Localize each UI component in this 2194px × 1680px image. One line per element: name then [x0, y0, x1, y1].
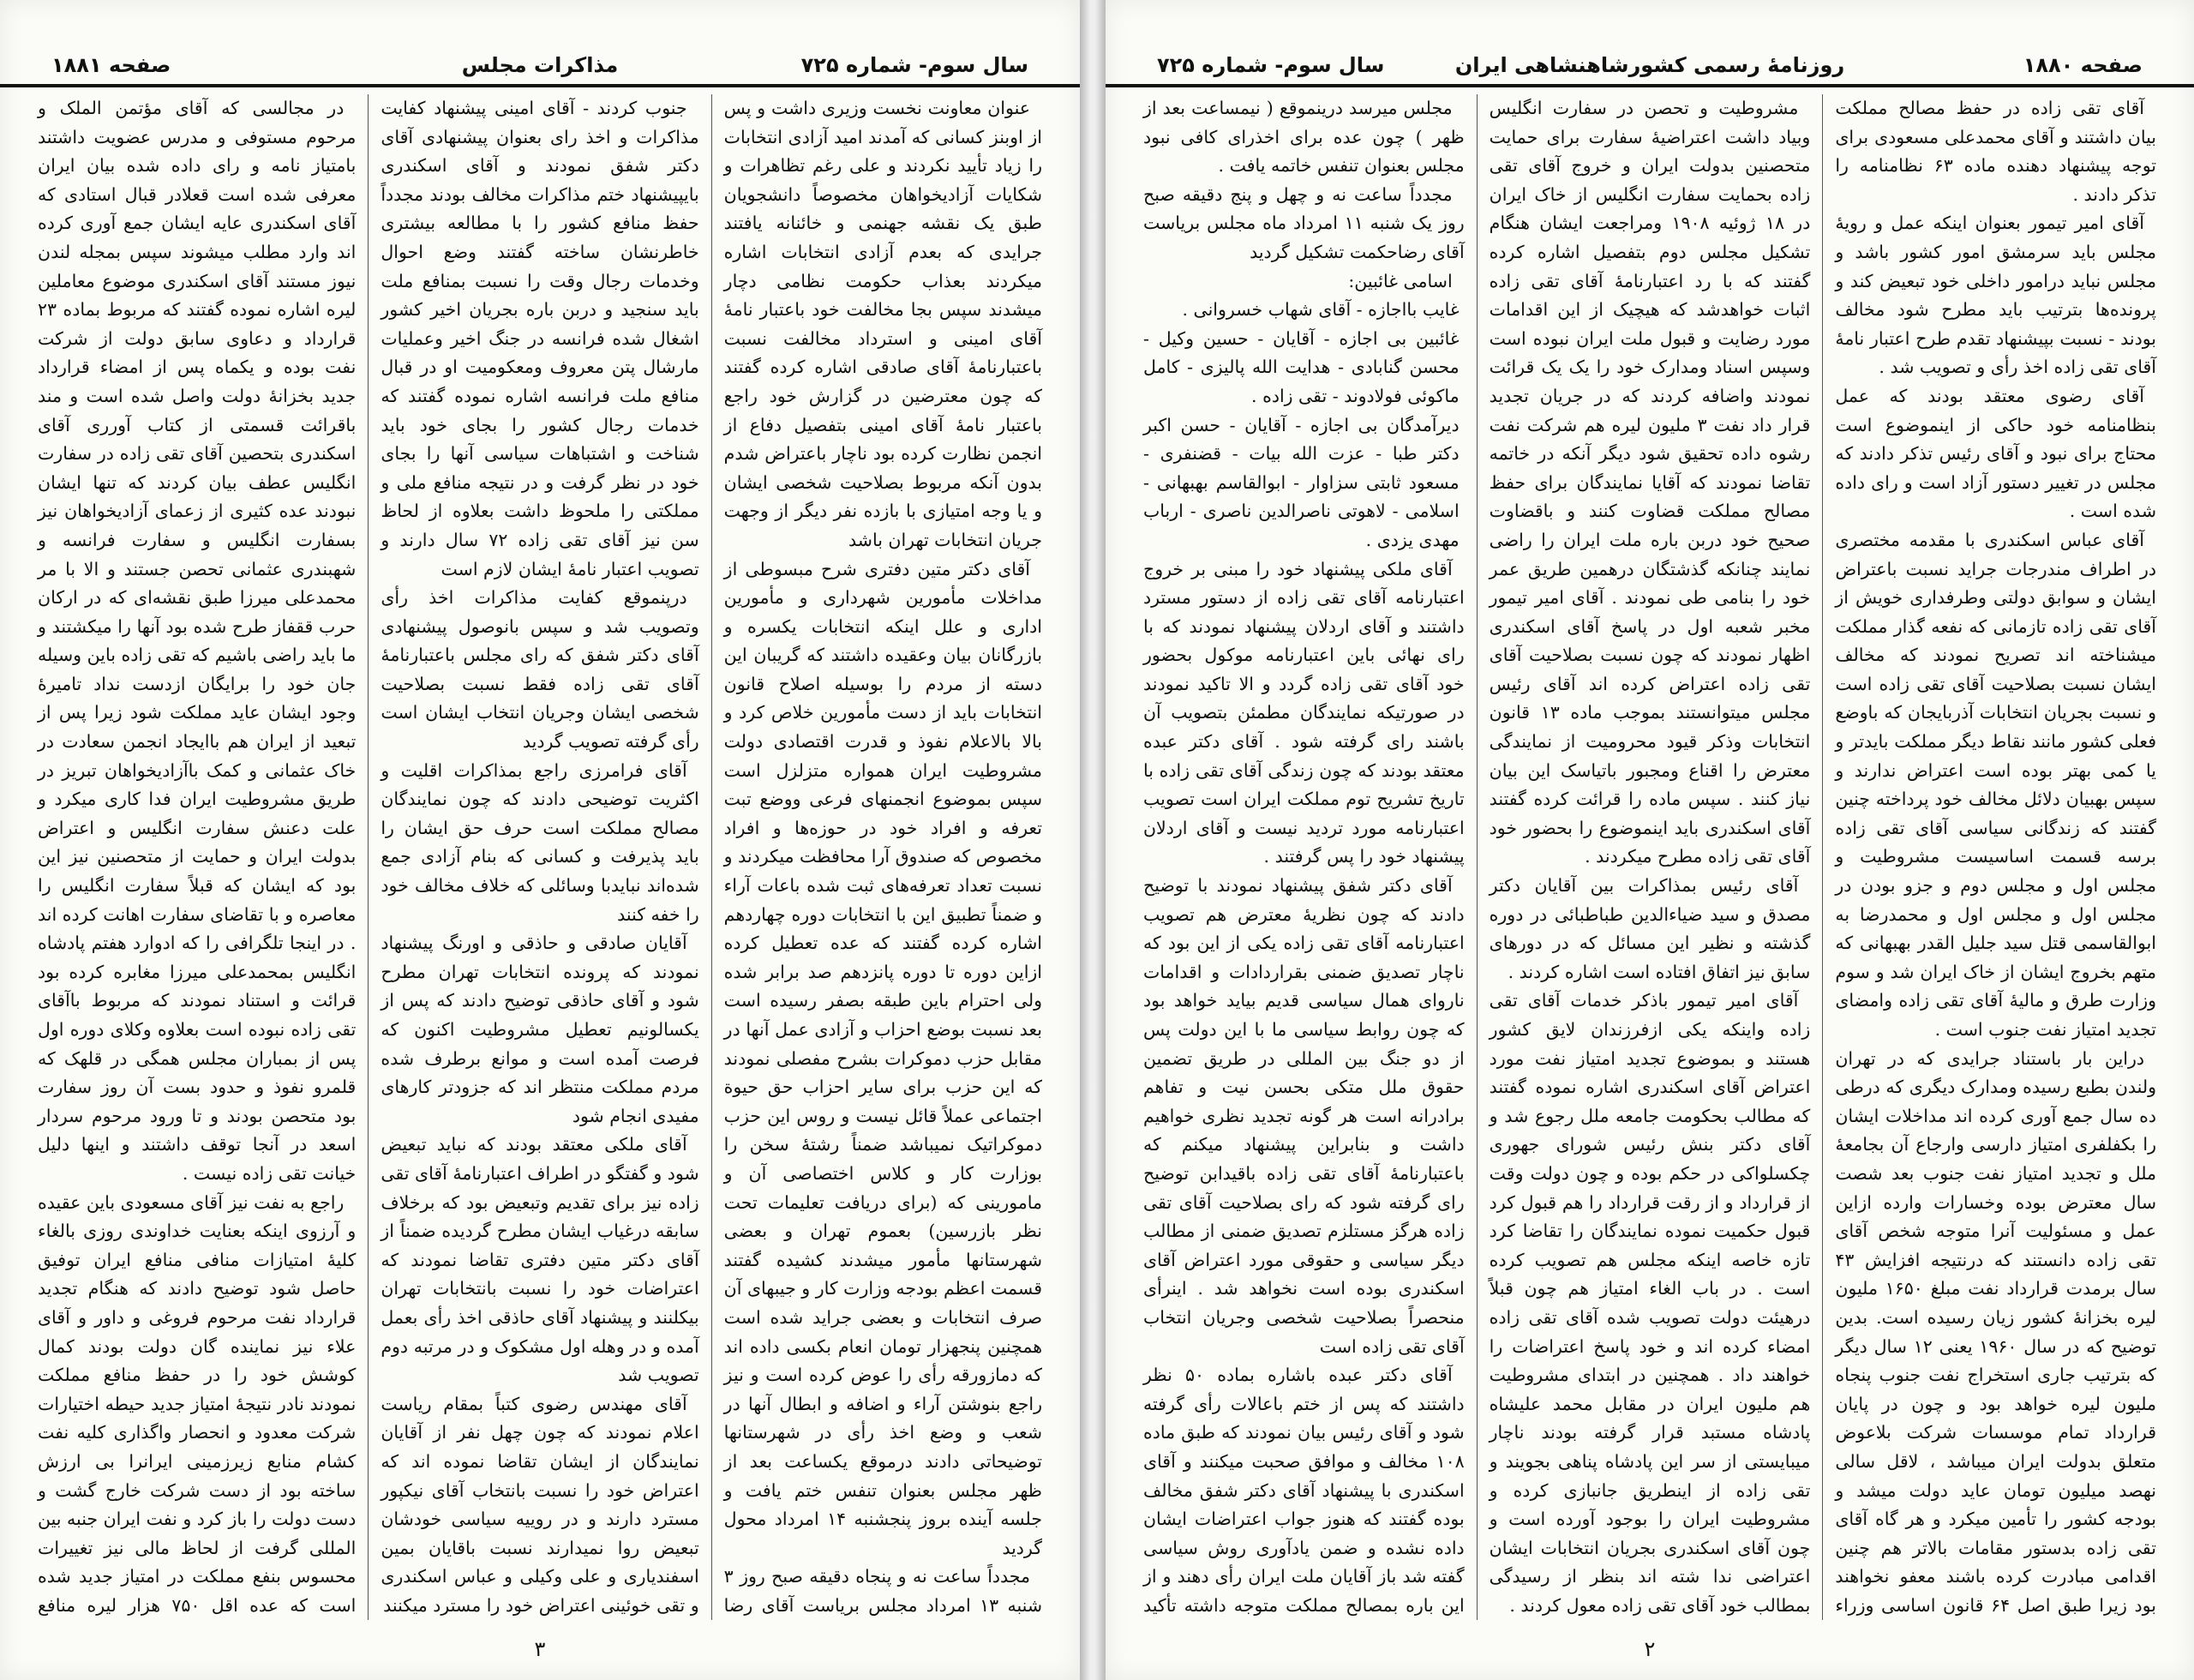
article-paragraph: آقای مهندس رضوی کتباً بمقام ریاست اعلام نمودند که چون چهل نفر از آقایان نمایندگان از ایشان تقاضا نموده اند که اعتراض خود را نسبت بانتخاب آقای نیکپور مسترد دارند و در روییه سیاسی خودشان تبعیض روا نمیدارند نسبت باقایان بمین اسفندیاری و علی وکیلی و عباس اسکندری و تقی خوئینی اعتراض خود را مسترد میکنند [381, 1393, 699, 1616]
article-paragraph: مجلس میرسد درینموقع ( نیمساعت بعد از ظهر ) چون عده برای اخذرای کافی نبود مجلس بعنوان تنفس خاتمه یافت . [1142, 98, 1465, 177]
article-paragraph: آقای ملکی معتقد بودند که نباید تبعیض شود و گفتگو در اطراف اعتبارنامهٔ آقای تقی زاده نیز برای تقدیم وتبعیض بود که برخلاف سابقه درغیاب ایشان مطرح گردیده ضمناً از آقای دکتر متین دفتری تقاضا نمودند که اعتراضات خود را نسبت بانتخابات تهران بیکلنند و پیشنهاد آقای حاذقی اخذ رأی بعمل آمده و در وهله اول مشکوک و در مرتبه دوم تصویب شد [381, 1134, 699, 1386]
right-masthead-title: روزنامهٔ رسمی کشورشاهنشاهی ایران [1454, 53, 1845, 77]
article-paragraph: آقای امیر تیمور باذکر خدمات آقای تقی زاده واینکه یکی ازفرزندان لایق کشور هستند و بموضوع تجدید امتیاز نفت مورد اعتراض آقای اسکندری اشاره نموده گفتند که مطالب بحکومت جامعه ملل رجوع شد و آقای دکتر بنش رئیس شورای جهوری چکسلواکی در حکم بوده و چون دولت وقت از قرارداد و از رقت قرارداد را هم قبول کرد قبول حکمیت نموده نمایندگان را تقاضا کرد تازه خاصه اینکه مجلس هم تصویب کرده است . در باب الغاء امتیاز هم چون قبلاً درهیئت دولت تصویب شده آقای تقی زاده امضاء کرده اند و خود پاسخ اعتراضات را خواهند داد . همچنین در ابتدای مشروطیت هم ملیون ایران در مقابل محمد علیشاه پادشاه مستبد قرار گرفته بودند ناچار میبایستی از سر این پادشاه پناهی بجویند و تقی زاده از اینطریق جانبازی کرده و مشروطیت ایران را بوجود آورده است و چون آقای اسکندری بجریان انتخابات ایشان اعتراضی ندا شته اند بنظر از رسیدگی بمطالب خود آقای تقی زاده معول کردند . [1489, 990, 1811, 1616]
article-paragraph: مشروطیت و تحصن در سفارت انگلیس وبیاد داشت اعتراضیهٔ سفارت برای حمایت متحصنین بدولت ایران و خروج آقای تقی زاده بحمایت سفارت انگلیس از خاک ایران در ۱۸ ژوئیه ۱۹۰۸ ومراجعت ایشان هنگام تشکیل مجلس دوم بتفصیل اشاره کرده گفتند که با رد اعتبارنامهٔ آقای تقی زاده اثبات خواهدشد که هیچیک از این اقدامات مورد رضایت و قبول ملت ایران نبوده است وسپس اسناد ومدارک خود را یک یک قرائت نمودند واضافه کردند که در جریان تجدید قرار داد نفت ۳ ملیون لیره هم شرکت نفت رشوه داده تحقیق شود دیگر آنکه در خاتمه تقاضا نمودند که آقایا نمایندگان برای حفظ مصالح مملکت قضاوت کنند و باقضاوت صحیح خود دربن باره ملت ایران را راضی نمایند چنانکه گذشتگان درهمین طریق عمر خود را بنامی طی نمودند . آقای امیر تیمور مخبر شعبه اول در پاسخ آقای اسکندری اظهار نمودند که چون نسبت بصلاحیت آقای تقی زاده اعتراض کرده اند آقای رئیس مجلس میتوانستند بموجب ماده ۱۳ قانون انتخابات وذکر قیود محرومیت از نمایندگی معترض را اقناع ومجبور باتیاسک این بیان نیاز کنند . سپس ماده را قرائت کرده گفتند آقای اسکندری باید اینموضوع را بحضور خود آقای تقی زاده مطرح میکردند . [1489, 98, 1811, 867]
article-paragraph: مجدداً ساعت نه و پنجاه دقیقه صبح روز ۳ شنبه ۱۳ امرداد مجلس بریاست آقای رضا [723, 1566, 1042, 1616]
left-page-columns [26, 94, 1054, 1620]
article-paragraph: عنوان معاونت نخست وزیری داشت و پس از اوبنز کسانی که آمدند امید آزادی انتخابات را زیاد تأیید نکردند و علی رغم تظاهرات و شکایات آزادیخواهان مخصوصاً دانشجویان طبق یک نقشه جهنمی و خائنانه یافتند جرایدی که بعدم آزادی انتخابات اشاره میکردند بعذاب حکومت نظامی دچار میشدند سپس بجا مخالفت خود باعتبار نامهٔ آقای امینی و استرداد مخالفت نسبت باعتبارنامهٔ آقای صادقی اشاره کرده گفتند که چون معترضین در گزارش خود راجع باعتبار نامهٔ آقای امینی بتفصیل دفاع از انجمن نظارت کرده بود ناچار باعتراض شدم بدون آنکه مربوط بصلاحیت شخصی ایشان و یا وجه امتیازی با بازده نفر دیگر از وجهت جریان انتخابات تهران باشد [723, 98, 1042, 550]
article-paragraph: جنوب کردند - آقای امینی پیشنهاد کفایت مذاکرات و اخذ رای بعنوان پیشنهادی آقای دکتر شفق نمودند و آقای اسکندری بایپیشنهاد ختم مذاکرات مخالف بودند مجدداً حفظ منافع کشور را با مطالعه بیشتری خاطرنشان ساخته گفتند وضع احوال وخدمات رجال وقت را نسبت بمنافع ملت باید سنجید و دربن باره بجریان اخیر کشور اشغال شده فرانسه در جنگ اخیر وعملیات مارشال پتن معروف ومعکومیت او در قبال منافع ملت فرانسه اشاره نموده گفتند که خدمات رجال کشور را بجای خود باید شناخت و اشتباهات سیاسی آنها را بجای خود در نظر گرفت و در نتیجه منافع ملی و مملکتی را ملحوظ داشت بعلاوه از لحاظ سن نیز آقای تقی زاده ۷۲ سال دارند و تصویب اعتبار نامهٔ ایشان لازم است [381, 98, 699, 579]
article-paragraph: دراین بار باستناد جرایدی که در تهران ولندن بطبع رسیده ومدارک دیگری که درطی ده سال جمع آوری کرده اند مداخلات ایشان را بکفلفری امتیاز دارسی وارجاع آن بجامعهٔ ملل و تجدید امتیاز نفت جنوب بعد شصت سال معترض بوده وخسارات وارده ازاین عمل و مسئولیت آنرا متوجه شخص آقای تقی زاده دانستند که درنتیجه افزایش ۴۳ سال برمدت قرارداد نفت مبلغ ۱۶۵۰ ملیون لیره بخزانهٔ کشور زیان رسیده است. بدین توضیح که در سال ۱۹۶۰ یعنی ۱۲ سال دیگر که بترتیب جاری استخراج نفت جنوب پنجاه ملیون لیره خواهد بود و چون در پایان قرارداد تمام موسسات شرکت بلاعوض متعلق بدولت ایران میباشد ، لاقل سالی نهصد میلیون تومان عاید دولت میشد و بودجه کشور را تأمین میکرد و هر گاه آقای تقی زاده بدستور مقامات بالاتر هم چنین اقدامی مبادرت کرده باشند معفو نخواهند بود زیرا طبق اصل ۶۴ قانون اساسی وزراء [1835, 1047, 2156, 1616]
article-paragraph: راجع به نفت نیز آقای مسعودی باین عقیده و آرزوی اینکه بعنایت خداوندی روزی بالغاء کلیهٔ امتیازات منافی منافع ایران توفیق حاصل شود توضیح دادند که هنگام تجدید قرارداد نفت مرحوم فروغی و داور و آقای علاء نیز نماینده گان دولت بودند کمال کوشش خود را در حفظ منافع مملکت نمودند نادر نتیجهٔ امتیاز جدید حیطه اختیارات شرکت معدود و انحصار واگذاری کلیه نفت کشام منابع زیرزمینی ایرانرا بی ارزش ساخته بود از دست شرکت خارج گشت و دست دولت را باز کرد و نفت ایران جنبه بین المللی گرفت از لحاظ مالی نیز تغییرات محسوس بنفع مملکت در امتیاز جدید شده است که عده اقل ۷۵۰ هزار لیره منافع [38, 1191, 357, 1616]
article-paragraph: آقای امیر تیمور بعنوان اینکه عمل و رویهٔ مجلس باید سرمشق امور کشور باشد و مجلس نباید درامور داخلی خود تبعیض کند و پرونده‌ها بترتیب باید مطرح شود مخالف بودند - نسبت بپیشنهاد تقدم طرح اعتبار نامهٔ آقای تقی زاده اخذ رأی و تصویب شد . [1835, 213, 2156, 378]
article-paragraph: آقای دکتر متین دفتری شرح مبسوطی از مداخلات مأمورین شهرداری و مأمورین اداری و علل اینکه انتخابات یکسره و بازرگانان بیان وعقیده داشتند که گریبان این دسته از مردم را بوسیله اصلاح قانون انتخابات باید از دست مأمورین خلاص کرد و بالا بالاعلام نفوذ و قدرت اقتصادی دولت مشروطیت ایران همواره متزلزل است سپس بموضوع انجمنهای فرعی ووضع تبت تعرفه و افراد خود در حوزه‌ها و افراد مخصوص که صندوق آرا محافظت میکردند و نسبت تعداد تعرفه‌های ثبت شده باعات آراء و ضمناً تطبیق این با انتخابات دوره چهاردهم اشاره کرده گفتند که عده تعطیل کرده ازاین دوره تا دوره پانزدهم صد برابر شده ولی احترام باین طبقه بصفر رسیده است بعد نسبت بوضع احزاب و آزادی عمل آنها در مقابل حزب دموکرات بشرح مفصلی نمودند که این حزب برای سایر احزاب حق حیوة اجتماعی عملاً قائل نیست و روس این حزب دموکراتیک نمیباشد ضمناً رشتهٔ سخن را بوزارت کار و کلاس اختصاصی آن و مامورینی که (برای دریافت تعلیمات تحت نظر بازرسین) بعموم تهران و بعضی شهرستانها مأمور میشدند کشیده گفتند قسمت اعظم بودجه وزارت کار و جیبهای آن صرف انتخابات و بعضی جراید شده است همچنین پنجهزار تومان انعام بکسی داده اند که دمازورقه رأی را عوض کرده است و نیز راجع بنوشتن آراء و اضافه و ابطال آنها در شعب و وضع اخذ رأی در شهرستانها توضیحاتی دادند درموقع یکساعت بعد از ظهر مجلس بعنوان تنفس ختم یافت و جلسه آینده بروز پنجشنبه ۱۴ امرداد محول گردید [723, 558, 1043, 1558]
right-page-header [1106, 50, 2194, 87]
article-paragraph: آقای فرامرزی راجع بمذاکرات اقلیت و اکثریت توضیحی دادند که چون نمایندگان مصالح مملکت است حرف حق ایشان را باید پذیرفت و کسانی که بنام آزادی جمع شده‌اند نبایدبا وسائلی که خلاف مخالف خود را خفه کنند [381, 759, 699, 925]
page-gutter [1080, 0, 1106, 1680]
left-page [0, 0, 1080, 1680]
article-paragraph: آقای تقی زاده در حفظ مصالح مملکت بیان داشتند و آقای محمدعلی مسعودی برای توجه پیشنهاد دهنده ماده ۶۳ نظامنامه را تذکر دادند . [1835, 98, 2156, 205]
right-page [1106, 0, 2194, 1680]
left-page-header [0, 50, 1080, 87]
late-arrivals: دیرآمدگان بی اجازه - آقایان - حسن اکبر دکتر طبا - عزت الله بیات - قضنفری - مسعود ثابتی سزاوار - ابوالقاسم بهبهانی - اسلامی - لاهوتی ناصرالدین ناصری - ارباب مهدی یزدی . [1142, 414, 1460, 550]
article-paragraph: آقای دکتر عبده باشاره بماده ۵۰ نظر داشتند که پس از ختم باعالات رأی گرفته شود و آقای رئیس بیان نمودند که طبق ماده ۱۰۸ مخالف و موافق صحبت میکنند و آقای اسکندری با پیشنهاد آقای دکتر شفق مخالف بوده گفتند که هنوز جواب اعتراضات ایشان داده نشده و ضمن یادآوری روش سیاسی گفته شد باز آقایان ملت ایران رأی دهند و از این باره بمصالح مملکت متوجه داشته تأکید [1142, 1365, 1465, 1616]
left-column-1 [711, 94, 1054, 1620]
right-column-3 [1131, 94, 1477, 1620]
right-page-number-label: صفحه ۱۸۸۰ [2023, 53, 2143, 77]
article-paragraph: درپنموقع کفایت مذاکرات اخذ رأی وتصویب شد و سپس بانوصول پیشنهادی آقای دکتر شفق که رای مجلس باعتبارنامهٔ آقای تقی زاده فقط نسبت بصلاحیت شخصی ایشان وجریان انتخاب ایشان است رأی گرفته تصویب گردید [381, 587, 699, 753]
article-paragraph: آقای ملکی پیشنهاد خود را مبنی بر خروج اعتبارنامه آقای تقی زاده از دستور مسترد داشتند و آقای اردلان پیشنهاد نمودند که با رای نهائی باین اعتبارنامه موکول بحضور خود آقای تقی زاده گردد و الا تاکید نمودند در صورتیکه نمایندگان مطمئن بتصویب آن باشند رای گرفته شود . آقای دکتر عبده معتقد بودند که چون زندگی آقای تقی زاده با تاریخ تشریح توم مملکت ایران است تصویب اعتبارنامه مورد تردید نیست و آقای اردلان پیشنهاد خود را پس گرفتند . [1142, 558, 1465, 867]
left-page-number-label: صفحه ۱۸۸۱ [51, 53, 171, 77]
left-folio: ۳ [534, 1637, 546, 1661]
absentees-unexcused: غائبین بی اجازه - آقایان - حسین وکیل - محسن گنابادی - هدایت الله پالیزی - کامل ماکوئی فولادوند - تقی زاده . [1142, 327, 1460, 406]
article-paragraph: آقایان صادقی و حاذقی و اورنگ پیشنهاد نمودند که پرونده انتخابات تهران مطرح شود و آقای حاذقی توضیح دادند که پس از یکسالونیم تعطیل مشروطیت اکنون که فرصت آمده است و موانع برطرف شده مردم مملکت منتظر اند که جزودتر کارهای مفیدی انجام شود [381, 933, 699, 1126]
right-folio: ۲ [1644, 1637, 1656, 1661]
article-paragraph: آقای رضوی معتقد بودند که عمل بنظامنامه خود حاکی از اینموضوع است محتاج برای نبود و آقای رئیس تذکر دادند که مجلس در تغییر دستور آزاد است و رای داده شده است . [1835, 385, 2156, 522]
right-issue-label: سال سوم- شماره ۷۲۵ [1157, 53, 1385, 77]
left-column-2 [368, 94, 710, 1620]
absentees-heading: اسامی غائبین: [1348, 270, 1453, 291]
article-paragraph: در مجالسی که آقای مؤتمن الملک و مرحوم مستوفی و مدرس عضویت داشتند بامتیاز نامه و رای داده شده بیان ایران معرفی شده است قعلادر قبال استادی که آقای اسکندری عایه ایشان جمع آوری کرده اند وارد مطلب میشوند سپس بمجله لندن نیوز مستند آقای اسکندری موضوع معاملین لیره اشاره نموده گفتند که مربوط بماده ۲۳ قرارداد و دعاوی سابق دولت از شرکت نفت بوده و یکماه پس از امضاء قرارداد جدید بخزانهٔ دولت واصل شده است و مند باقرائت قسمتی از کتاب آورری آقای اسکندری بتحصین آقای تقی زاده در سفارت انگلیس عطف بیان کردند که تنها ایشان نبودند عده کثیری از زعمای آزادیخواهان نیز بسفارت انگلیس و سفارت فرانسه و شهبندری عثمانی تحصن جستند و الا با مر محمدعلی میرزا طبق نقشه‌ای که در ارکان حرب ققفاز طرح شده بود آنها را میکشتند و ما باید راضی باشیم که تقی زاده باین وسیله جان خود را برایگان ازدست نداد تامیرهٔ وجود ایشان عاید مملکت شود زیرا پس از تبعید از ایران هم باایجاد انجمن سعادت در خاک عثمانی و کمک باآزادیخواهان تبریز در طریق مشروطیت ایران فدا کاری میکرد و علت دعنش سفارت انگلیس و اعتراض بدولت ایران و حمایت از متحصنین نیز این بود که ایشان که قبلاً سفارت انگلیس را معاصره و با تقاضای سفارت اهانت کرده اند . در اینجا تلگرافی را که ادوارد هفتم پادشاه انگلیس بمحمدعلی میرزا مغابره کرده بود قرائت و استناد نمودند که مربوط باآقای تقی زاده نبوده است بعلاوه وکلای دوره اول پس از بمباران مجلس همگی در قلهک که قلمرو نفوذ و حدود بست آن روز سفارت بود متحصن بودند و تا ورود مرحوم سردار اسعد در آنجا توقف داشتند و اینها دلیل خیانت تقی زاده نیست . [38, 98, 357, 1184]
left-column-3 [26, 94, 368, 1620]
right-column-1 [1822, 94, 2168, 1620]
article-paragraph: آقای عباس اسکندری با مقدمه مختصری در اطراف مندرجات جراید نسبت باعتراض ایشان و سوابق دولتی وطرفداری خویش از آقای تقی زاده تازمانی که نفعه گذار مملکت میشناخته اند تصریح نمودند که مخالف ایشان نسبت بصلاحیت آقای تقی زاده است و نسبت بجریان انتخابات آذربایجان که باوضع فعلی کشور مانند نقاط دیگر مملکت بایدتر و یا کمی بهتر بوده است اعتراض ندارند و سپس بهبیان دلائل مخالف خود پرداخته چنین گفتند که زندگانی سیاسی آقای تقی زاده برسه قسمت اساسیست مشروطیت و مجلس اول و مجلس دوم و جزو بودن در مجلس اول و مجلس اول و محمدرضا به ابوالقاسمی قتل سید جلیل القدر بهبهانی که متهم بخروج ایشان از خاک ایران شد و سوم وزارت طرق و مالیهٔ آقای تقی زاده وامضای تجدید امتیاز نفت جنوب است . [1835, 529, 2156, 1040]
right-page-columns [1131, 94, 2168, 1620]
absentees-excused: غایب بااجازه - آقای شهاب خسروانی . [1182, 299, 1460, 321]
left-section-title: مذاکرات مجلس [461, 53, 619, 77]
left-issue-label: سال سوم- شماره ۷۲۵ [800, 53, 1028, 77]
article-paragraph: آقای دکتر شفق پیشنهاد نمودند با توضیح دادند که چون نظریهٔ معترض هم تصویب اعتبارنامه آقای تقی زاده یکی از این بود که ناچار تصدیق ضمنی بقراردادات و اقدامات ناروای همال سیاسی قدیم بیاید خواهد بود که چون روابط سیاسی ما با این دولت پس از دو جنگ بین المللی در طریق تضمین حقوق ملل متکی بحسن نیت و تفاهم برادرانه است هر گونه تجدید نظری خواهیم داشت و بنابراین پیشنهاد میکنم که باعتبارنامهٔ آقای تقی زاده باقیدابن توضیح رای گرفته شود که رای بصلاحیت آقای تقی زاده هرگز مستلزم تصدیق ضمنی از مطالب دیگر سیاسی و حقوقی مورد اعتراض آقای اسکندری بوده است نخواهد شد . اینرأی منحصراً بصلاحیت شخصی وجریان انتخاب آقای تقی زاده است [1142, 875, 1465, 1357]
article-paragraph: مجدداً ساعت نه و چهل و پنج دقیقه صبح روز یک شنبه ۱۱ امرداد ماه مجلس بریاست آقای رضاحکمت تشکیل گردید [1142, 183, 1465, 262]
article-paragraph: آقای رئیس بمذاکرات بین آقایان دکتر مصدق و سید ضیاءالدین طباطبائی در دوره گذشته و نظیر این مسائل که در دورهای سابق نیز اتفاق افتاده است اشاره کردند . [1489, 875, 1811, 982]
right-column-2 [1477, 94, 1823, 1620]
